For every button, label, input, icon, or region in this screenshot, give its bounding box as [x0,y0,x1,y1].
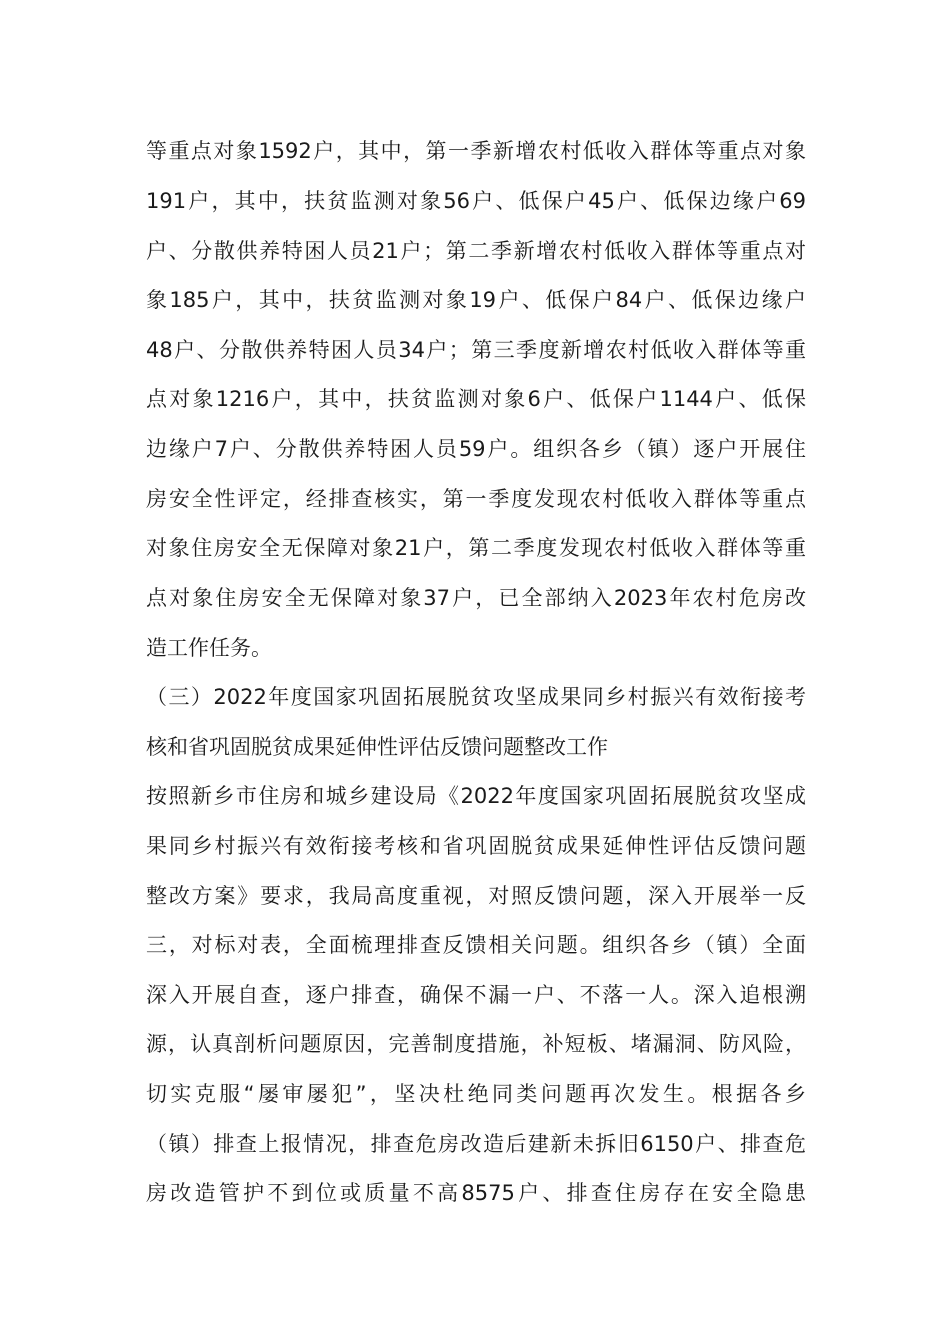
paragraph-2-line-6: 源，认真剖析问题原因，完善制度措施，补短板、堵漏洞、防风险， [146,1032,806,1056]
paragraph-1-line-9: 对象住房安全无保障对象21户，第二季度发现农村低收入群体等重 [146,536,806,560]
paragraph-2-line-8: （镇）排查上报情况，排查危房改造后建新未拆旧6150户、排查危 [146,1132,806,1156]
paragraph-2-line-7: 切实克服“屡审屡犯”，坚决杜绝同类问题再次发生。根据各乡 [146,1082,806,1106]
paragraph-2-line-4: 三，对标对表，全面梳理排查反馈相关问题。组织各乡（镇）全面 [146,933,806,957]
paragraph-1-line-6: 点对象1216户，其中，扶贫监测对象6户、低保户1144户、低保 [146,387,806,411]
paragraph-1-line-8: 房安全性评定，经排查核实，第一季度发现农村低收入群体等重点 [146,487,806,511]
paragraph-1-line-4: 象185户，其中，扶贫监测对象19户、低保户84户、低保边缘户 [146,288,806,312]
paragraph-1-line-3: 户、分散供养特困人员21户；第二季新增农村低收入群体等重点对 [146,239,806,263]
paragraph-1-line-10: 点对象住房安全无保障对象37户，已全部纳入2023年农村危房改 [146,586,806,610]
paragraph-2-line-2: 果同乡村振兴有效衔接考核和省巩固脱贫成果延伸性评估反馈问题 [146,834,806,858]
section-heading-line-1: （三）2022年度国家巩固拓展脱贫攻坚成果同乡村振兴有效衔接考 [146,685,806,709]
paragraph-2-line-5: 深入开展自查，逐户排查，确保不漏一户、不落一人。深入追根溯 [146,983,806,1007]
paragraph-2-line-9: 房改造管护不到位或质量不高8575户、排查住房存在安全隐患 [146,1181,806,1205]
paragraph-1-line-1: 等重点对象1592户，其中，第一季新增农村低收入群体等重点对象 [146,139,806,163]
paragraph-2-line-3: 整改方案》要求，我局高度重视，对照反馈问题，深入开展举一反 [146,884,806,908]
paragraph-1-line-2: 191户，其中，扶贫监测对象56户、低保户45户、低保边缘户69 [146,189,806,213]
section-heading-line-2: 核和省巩固脱贫成果延伸性评估反馈问题整改工作 [146,735,608,759]
paragraph-2-line-1: 按照新乡市住房和城乡建设局《2022年度国家巩固拓展脱贫攻坚成 [146,784,806,808]
paragraph-1-line-7: 边缘户7户、分散供养特困人员59户。组织各乡（镇）逐户开展住 [146,437,806,461]
paragraph-1-line-5: 48户、分散供养特困人员34户；第三季度新增农村低收入群体等重 [146,338,806,362]
paragraph-1-line-11: 造工作任务。 [146,636,272,660]
